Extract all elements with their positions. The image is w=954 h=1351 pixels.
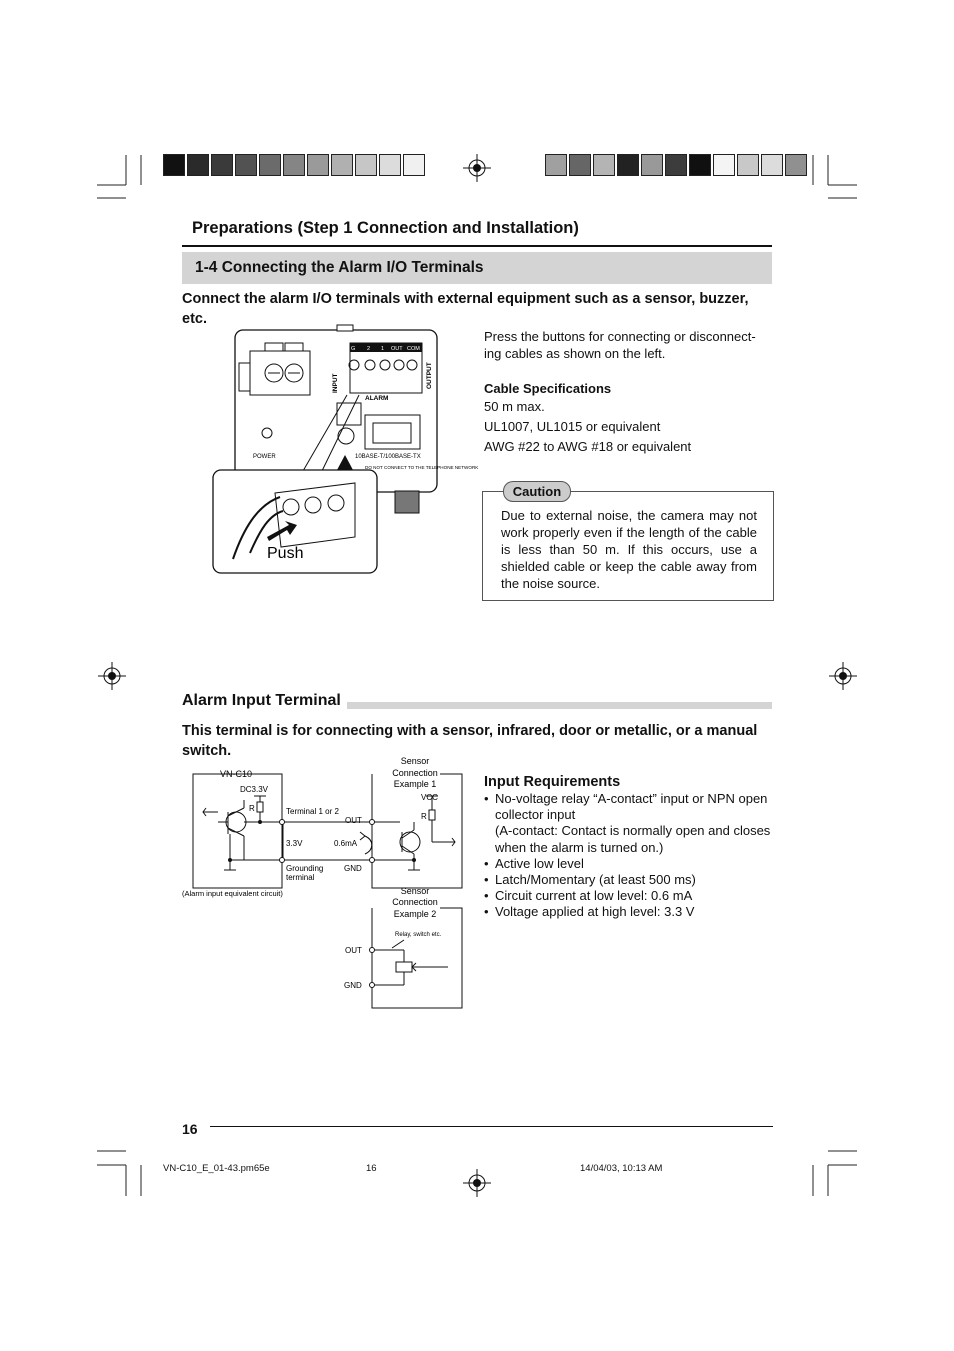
- color-swatch: [545, 154, 567, 176]
- cable-spec-length: 50 m max.: [484, 399, 545, 414]
- color-swatch: [593, 154, 615, 176]
- dc-voltage-label: DC3.3V: [240, 785, 269, 794]
- footer-file-page: 16: [366, 1163, 377, 1174]
- requirement-item: • Active low level: [482, 856, 782, 872]
- registration-mark-bottom: [463, 1169, 491, 1197]
- color-swatch: [259, 154, 281, 176]
- footer-rule: [210, 1126, 773, 1127]
- input-label: INPUT: [332, 373, 339, 393]
- color-swatch: [379, 154, 401, 176]
- push-label: Push: [267, 545, 304, 562]
- terminal-label-2: 2: [367, 346, 371, 352]
- example2-out-label: OUT: [345, 946, 362, 955]
- terminal-label-out: OUT: [391, 346, 403, 352]
- alarm-input-heading: Alarm Input Terminal: [182, 692, 347, 710]
- section-divider: [182, 245, 772, 247]
- current-label: 0.6mA: [334, 839, 358, 848]
- terminal-label-com: COM: [407, 346, 420, 352]
- relay-label: Relay, switch etc.: [395, 932, 442, 938]
- color-calibration-bar-right: [545, 154, 809, 176]
- color-swatch: [187, 154, 209, 176]
- cable-spec-title: Cable Specifications: [484, 381, 612, 396]
- instruction-text: Press the buttons for connecting or disconnect- ing cables as shown on the left.: [484, 329, 756, 361]
- device-label: VN-C10: [220, 769, 253, 779]
- example2-title-line2: Connection: [392, 897, 438, 907]
- color-swatch: [641, 154, 663, 176]
- requirement-item: • No-voltage relay “A-contact” input or NPN open collector input: [482, 791, 782, 823]
- resistor-label: R: [249, 804, 255, 813]
- color-swatch: [403, 154, 425, 176]
- color-swatch: [283, 154, 305, 176]
- caution-text: Due to external noise, the camera may not work properly even if the length of the cable is less than 50 m. If this occurs, use a shielded cable or keep the cable away from the noise source.: [501, 508, 757, 591]
- color-swatch: [211, 154, 233, 176]
- output-label: OUTPUT: [426, 362, 433, 389]
- alarm-input-lead: This terminal is for connecting with a sensor, infrared, door or metallic, or a manual switch.: [182, 723, 758, 759]
- color-swatch: [331, 154, 353, 176]
- requirement-item: • Latch/Momentary (at least 500 ms): [482, 872, 782, 888]
- camera-terminal-figure: [205, 325, 479, 580]
- footer-date: 14/04/03, 10:13 AM: [580, 1163, 663, 1174]
- example2-title-line1: Sensor: [400, 886, 430, 896]
- example2-title-line3: Example 2: [393, 909, 437, 919]
- lead-text: Connect the alarm I/O terminals with external equipment such as a sensor, buzzer, etc.: [182, 291, 749, 327]
- requirement-item: • Voltage applied at high level: 3.3 V: [482, 904, 782, 920]
- page-number: 16: [182, 1121, 198, 1137]
- lan-label: 10BASE-T/100BASE-TX: [355, 454, 421, 460]
- grounding-label: Grounding: [286, 864, 324, 873]
- registration-mark-left: [98, 662, 126, 690]
- alarm-input-circuit-diagram: [180, 750, 470, 1012]
- color-swatch: [713, 154, 735, 176]
- registration-mark-right: [829, 662, 857, 690]
- color-swatch: [617, 154, 639, 176]
- example1-title-line3: Example 1: [393, 779, 437, 789]
- cable-spec-type: UL1007, UL1015 or equivalent: [484, 419, 661, 434]
- example2-gnd-label: GND: [344, 981, 362, 990]
- example1-resistor-label: R: [421, 812, 427, 821]
- input-requirements-title: Input Requirements: [484, 774, 621, 790]
- color-swatch: [307, 154, 329, 176]
- alarm-label: ALARM: [365, 395, 389, 402]
- color-swatch: [737, 154, 759, 176]
- requirement-note: (A-contact: Contact is normally open and closes when the alarm is turned on.): [495, 823, 771, 855]
- color-swatch: [235, 154, 257, 176]
- color-calibration-bar-left: [163, 154, 427, 176]
- gnd-label: GND: [344, 864, 362, 873]
- registration-mark-top: [463, 154, 491, 182]
- terminal-label: Terminal 1 or 2: [286, 807, 339, 816]
- example1-title-line1: Sensor: [400, 756, 430, 766]
- color-swatch: [785, 154, 807, 176]
- requirement-item: • Circuit current at low level: 0.6 mA: [482, 888, 782, 904]
- color-swatch: [689, 154, 711, 176]
- cable-spec-gauge: AWG #22 to AWG #18 or equivalent: [484, 439, 692, 454]
- section-title: Preparations (Step 1 Connection and Installation): [192, 219, 579, 237]
- grounding-terminal-label: terminal: [286, 873, 315, 882]
- input-requirements-list: [482, 791, 782, 921]
- subsection-title: 1-4 Connecting the Alarm I/O Terminals: [195, 259, 484, 276]
- caution-label: Caution: [503, 481, 571, 502]
- terminal-label-1: 1: [381, 346, 385, 352]
- out-label: OUT: [345, 816, 362, 825]
- color-swatch: [163, 154, 185, 176]
- telephone-warning: DO NOT CONNECT TO THE TELEPHONE NETWORK: [365, 465, 479, 470]
- circuit-caption: (Alarm input equivalent circuit): [182, 889, 283, 898]
- color-swatch: [761, 154, 783, 176]
- footer-file-name: VN-C10_E_01-43.pm65e: [163, 1163, 270, 1174]
- terminal-label-g: G: [351, 346, 356, 352]
- vcc-label: VCC: [421, 793, 438, 802]
- color-swatch: [355, 154, 377, 176]
- color-swatch: [569, 154, 591, 176]
- color-swatch: [665, 154, 687, 176]
- voltage-label: 3.3V: [286, 839, 303, 848]
- power-label: POWER: [253, 454, 276, 460]
- example1-title-line2: Connection: [392, 768, 438, 778]
